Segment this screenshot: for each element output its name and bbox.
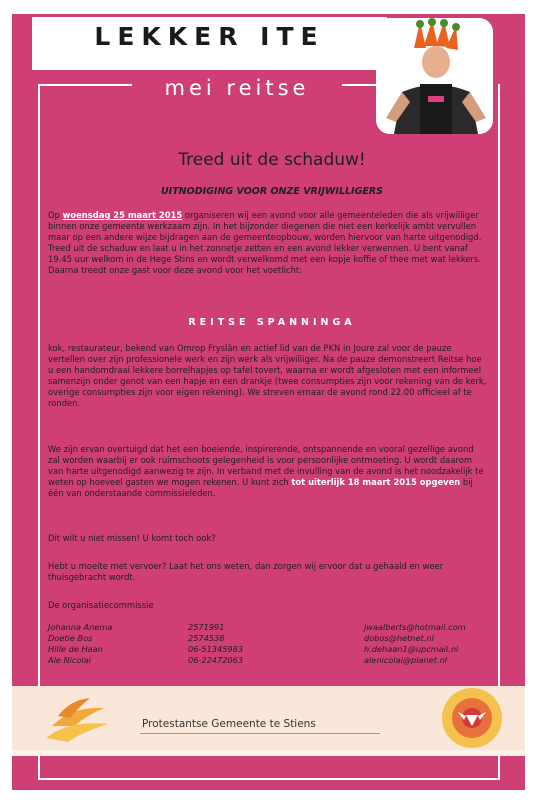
hands-logo-icon — [46, 698, 108, 742]
member-phone: 2574538 — [188, 633, 225, 643]
footer-divider — [140, 733, 380, 734]
flyer-page — [12, 0, 525, 790]
member-name: Johanna Anema — [48, 622, 113, 632]
member-email[interactable]: jwaalberts@hotmail.com — [364, 622, 466, 632]
top-strip — [12, 0, 525, 14]
committee-row — [48, 644, 488, 655]
member-email[interactable]: h.dehaan1@upcmail.nl — [364, 644, 459, 654]
church-name: Protestantse Gemeente te Stiens — [142, 718, 316, 730]
convinced-post: bij één van onderstaande commissieleden. — [48, 477, 473, 498]
member-phone: 06-22472063 — [188, 655, 244, 665]
member-name: Doetie Bos — [48, 633, 93, 643]
transport-text: Hebt u moeite met vervoer? Laat het ons weten, dan zorgen wij ervoor dat u gehaald en weer thuisgebracht wordt. — [48, 561, 444, 582]
guest-name: REITSE SPANNINGA — [188, 317, 356, 328]
event-date: woensdag 25 maart 2015 — [62, 210, 183, 220]
intro-text: organiseren wij een avond voor alle gemeenteleden die als vrijwilliger binnen onze gemeente werkzaam zijn. In het bijzonder diegenen die niet een kerkelijk ambt vervullen maar op een andere wijze bijdragen aan de gemeenteopbouw, worden hiervoor van harte uitgenodigd. Treed uit de schaduw en laat u in het zonnetje zetten en een avond lekker verwennen. U bent vanaf 19.45 uur welkom in de Hege Stins en wordt verwelkomd met een kopje koffie of thee met wat lekkers. Daarna treedt onze gast voor deze avond voor het voetlicht: — [48, 210, 482, 275]
member-name: Hille de Haan — [48, 644, 103, 654]
page-subtitle: mei reitse — [132, 74, 342, 102]
page-title: LEKKER ITE — [94, 22, 325, 51]
intro-pre: Op — [48, 210, 63, 220]
member-phone: 06-51345983 — [188, 644, 244, 654]
committee-row — [48, 633, 488, 644]
invitation-heading: UITNODIGING VOOR ONZE VRIJWILLIGERS — [160, 186, 384, 197]
member-phone: 2571991 — [188, 622, 225, 632]
committee-label: De organisatiecommissie — [48, 600, 154, 610]
convinced-pre: We zijn ervan overtuigd dat het een boeiende, inspirerende, ontspannende en vooral gezellige avond zal worden waarbij er ook ruimschoots gelegenheid is voor persoonlijke ontmoeting. U wordt daarom van harte uitgenodigd aanwezig te zijn. In verband met de invulling van de avond is het noodzakelijk te weten op hoeveel gasten we mogen rekenen. U kunt zich — [48, 444, 484, 487]
member-name: Ale Nicolai — [48, 655, 91, 665]
committee-table — [48, 622, 488, 666]
guest-bio: kok, restaurateur, bekend van Omrop Fryslân en actief lid van de PKN in Joure zal voor de pauze vertellen over zijn professionele werk en zijn werk als vrijwilliger. Na de pauze demonstreert Reitse hoe u een handomdraai lekkere borrelhapjes op tafel tovert, waarna er wordt afgesloten met een informeel samenzijn onder genot van een hapje en een drankje (twee consumpties zijn voor rekening van de kerk, overige consumpties zijn voor eigen rekening). We streven ernaar de avond rond 22.00 officieel af te ronden. — [48, 343, 487, 408]
convinced-paragraph — [48, 444, 488, 499]
committee-row — [48, 622, 488, 633]
registration-deadline: tot uiterlijk 18 maart 2015 opgeven — [291, 477, 461, 487]
headline: Treed uit de schaduw! — [178, 150, 366, 170]
committee-row — [48, 655, 488, 666]
church-logo-icon — [442, 688, 502, 748]
member-email[interactable]: alenicolai@planet.nl — [364, 655, 448, 665]
chef-photo — [376, 18, 493, 134]
miss-text: Dit wilt u niet missen! U komt toch ook? — [48, 533, 216, 543]
footer-band — [12, 750, 525, 756]
chef-illustration — [376, 18, 493, 134]
title-box — [32, 17, 387, 70]
member-email[interactable]: dobos@hetnet.nl — [364, 633, 434, 643]
intro-paragraph — [48, 210, 488, 276]
